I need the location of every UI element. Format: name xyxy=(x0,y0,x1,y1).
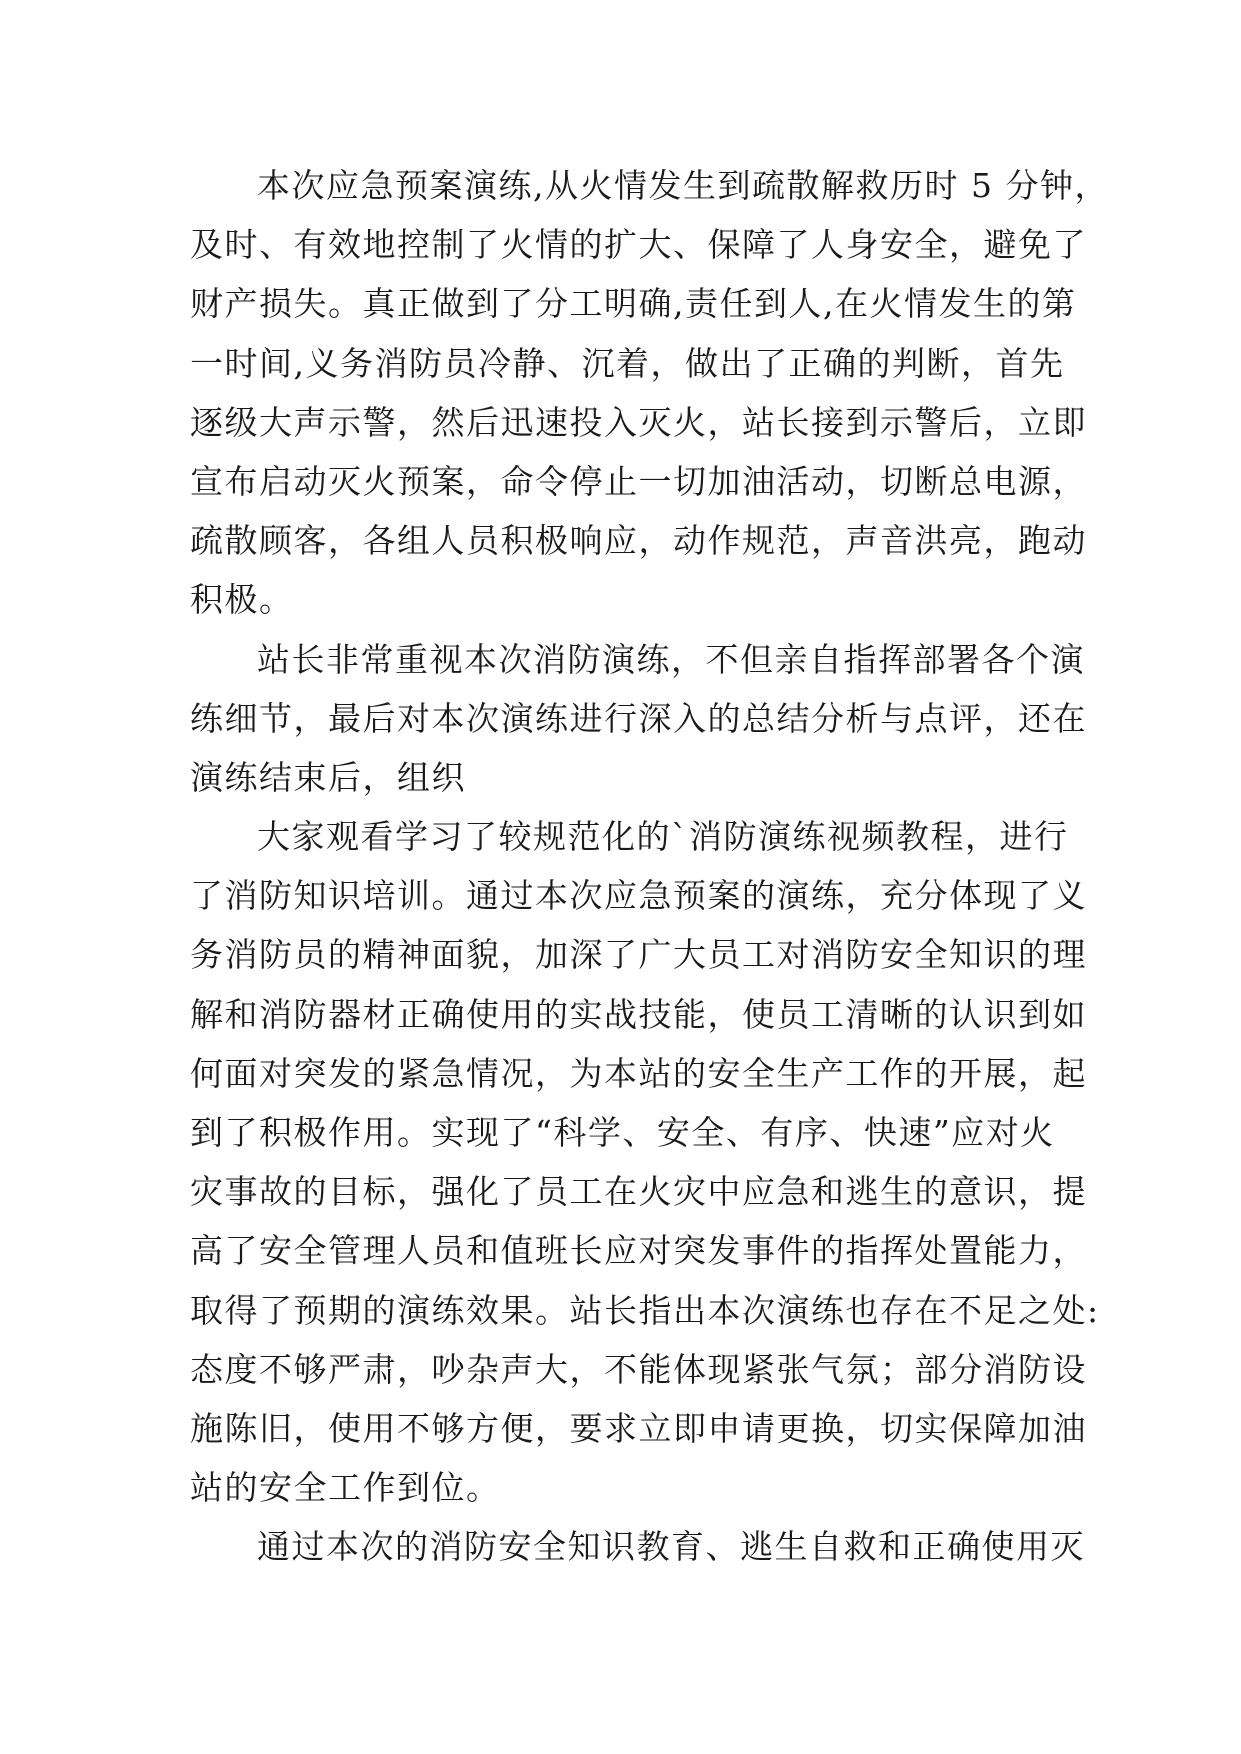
paragraph-2-line-3: 演练结束后，组织 xyxy=(190,757,466,797)
paragraph-1-line-7: 疏散顾客，各组人员积极响应，动作规范，声音洪亮，跑动 xyxy=(190,521,1087,561)
paragraph-3-line-4: 解和消防器材正确使用的实战技能，使员工清晰的认识到如 xyxy=(190,994,1087,1034)
paragraph-3-line-7: 灾事故的目标，强化了员工在火灾中应急和逃生的意识，提 xyxy=(190,1172,1087,1212)
paragraph-1-line-4: 一时间,义务消防员冷静、沉着，做出了正确的判断，首先 xyxy=(190,343,1065,383)
paragraph-4-line-1: 通过本次的消防安全知识教育、逃生自救和正确使用灭 xyxy=(257,1527,1085,1567)
paragraph-1-line-3: 财产损失。真正做到了分工明确,责任到人,在火情发生的第 xyxy=(190,284,1077,324)
document-body xyxy=(190,156,1109,1577)
paragraph-3-line-1: 大家观看学习了较规范化的`消防演练视频教程，进行 xyxy=(257,817,1069,857)
paragraph-1-line-6: 宣布启动灭火预案，命令停止一切加油活动，切断总电源， xyxy=(190,461,1087,501)
paragraph-3-line-11: 施陈旧，使用不够方便，要求立即申请更换，切实保障加油 xyxy=(190,1408,1087,1448)
paragraph-1-line-2: 及时、有效地控制了火情的扩大、保障了人身安全，避免了 xyxy=(190,225,1087,265)
paragraph-1-line-5: 逐级大声示警，然后迅速投入灭火，站长接到示警后，立即 xyxy=(190,402,1087,442)
paragraph-1-line-8: 积极。 xyxy=(190,580,294,620)
paragraph-2-line-2: 练细节，最后对本次演练进行深入的总结分析与点评，还在 xyxy=(190,698,1087,738)
paragraph-3-line-10: 态度不够严肃，吵杂声大，不能体现紧张气氛；部分消防设 xyxy=(190,1349,1087,1389)
paragraph-2-line-1: 站长非常重视本次消防演练，不但亲自指挥部署各个演 xyxy=(257,639,1085,679)
paragraph-3-line-5: 何面对突发的紧急情况，为本站的安全生产工作的开展，起 xyxy=(190,1053,1087,1093)
paragraph-3-line-12: 站的安全工作到位。 xyxy=(190,1468,501,1508)
paragraph-3-line-3: 务消防员的精神面貌，加深了广大员工对消防安全知识的理 xyxy=(190,935,1087,975)
paragraph-3-line-2: 了消防知识培训。通过本次应急预案的演练，充分体现了义 xyxy=(190,876,1087,916)
paragraph-3-line-6: 到了积极作用。实现了“科学、安全、有序、快速”应对火 xyxy=(190,1113,1055,1152)
paragraph-1-line-1: 本次应急预案演练,从火情发生到疏散解救历时 5 分钟， xyxy=(257,166,1109,205)
paragraph-3-line-9: 取得了预期的演练效果。站长指出本次演练也存在不足之处: xyxy=(190,1290,1100,1330)
paragraph-3-line-8: 高了安全管理人员和值班长应对突发事件的指挥处置能力， xyxy=(190,1231,1087,1271)
